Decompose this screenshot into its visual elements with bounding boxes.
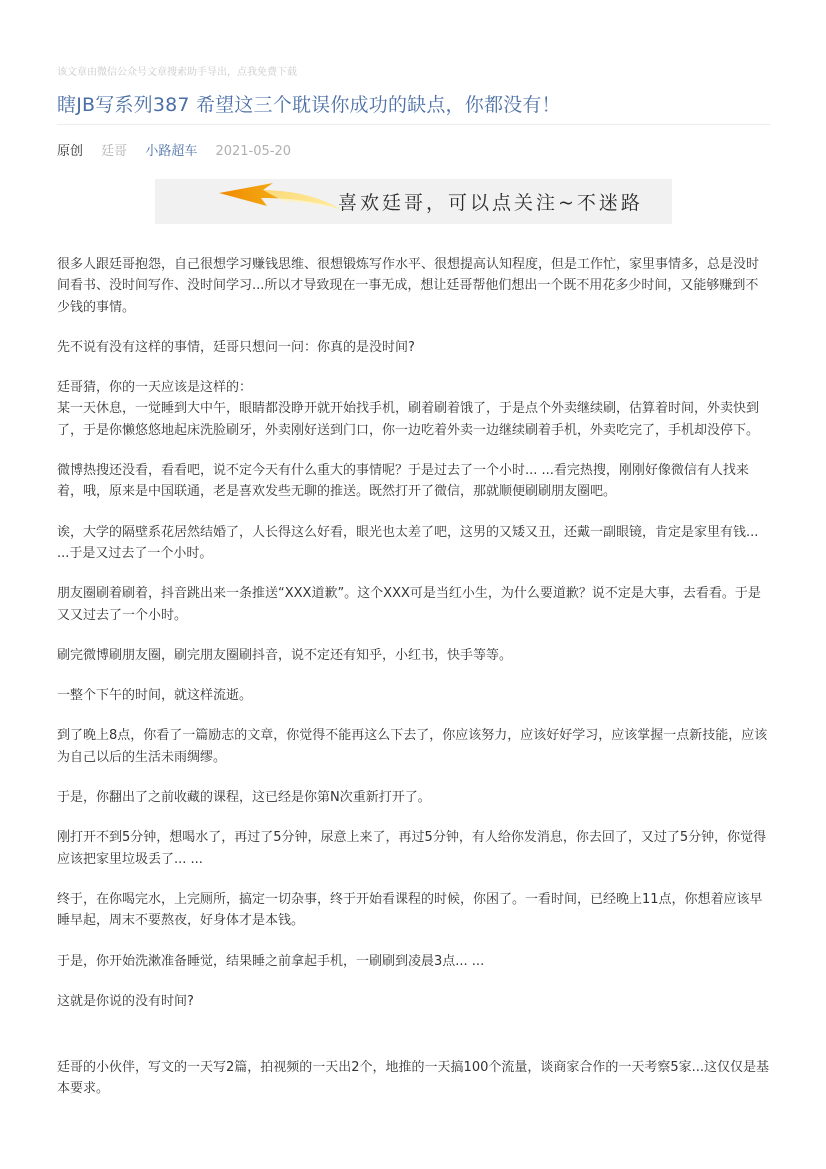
paragraph: 朋友圈刷着刷着，抖音跳出来一条推送“XXX道歉”。这个XXX可是当红小生，为什么要道歉？说不定是大事，去看看。于是又又过去了一个小时。: [57, 586, 761, 623]
account-name-link[interactable]: 小路超车: [145, 144, 198, 159]
paragraph: 刚打开不到5分钟，想喝水了，再过了5分钟，尿意上来了，再过5分钟，有人给你发消息，你去回了，又过了5分钟，你觉得应该把家里垃圾丢了... ...: [57, 830, 767, 867]
article-title: 瞎JB写系列387 希望这三个耽误你成功的缺点，你都没有！: [57, 94, 561, 116]
paragraph: 刷完微博刷朋友圈，刷完朋友圈刷抖音，说不定还有知乎，小红书，快手等等。: [57, 647, 513, 663]
paragraph: 一整个下午的时间，就这样流逝。: [57, 688, 253, 704]
article-body: [57, 254, 770, 1119]
paragraph: 终于，在你喝完水，上完厕所，搞定一切杂事，终于开始看课程的时候，你困了。一看时间，已经晚上11点，你想着应该早睡早起，周末不要熬夜，好身体才是本钱。: [57, 891, 763, 929]
title-divider: [57, 124, 770, 125]
export-notice-link[interactable]: 该文章由微信公众号文章搜索助手导出，点我免费下载: [57, 67, 297, 78]
paragraph: 于是，你开始洗漱准备睡觉，结果睡之前拿起手机，一刷刷到凌晨3点... ...: [57, 953, 485, 969]
paragraph: 这就是你说的没有时间?: [57, 993, 194, 1009]
paragraph: 先不说有没有这样的事情，廷哥只想问一问：你真的是没时间?: [57, 339, 415, 355]
paragraph: 微博热搜还没看，看看吧，说不定今天有什么重大的事情呢？于是过去了一个小时... ...看完热搜，刚刚好像微信有人找来着，哦，原来是中国联通，老是喜欢发些无聊的推送。既然打开了微信，那就顺便刷刷朋友圈吧。: [57, 463, 749, 500]
banner-text: 喜欢廷哥，可以点关注~不迷路: [338, 192, 643, 214]
paragraph: 到了晚上8点，你看了一篇励志的文章，你觉得不能再这么下去了，你应该努力，应该好好学习，应该掌握一点新技能，应该为自己以后的生活未雨绸缪。: [57, 728, 768, 765]
curved-arrow-icon: [155, 179, 355, 224]
paragraph: 廷哥的小伙伴，写文的一天写2篇，拍视频的一天出2个，地推的一天搞100个流量，谈商家合作的一天考察5家...这仅仅是基本要求。: [57, 1060, 770, 1097]
original-tag: 原创: [57, 144, 84, 159]
follow-banner: [155, 179, 672, 224]
paragraph: 很多人跟廷哥抱怨，自己很想学习赚钱思维、很想锻炼写作水平、很想提高认知程度，但是工作忙，家里事情多，总是没时间看书、没时间写作、没时间学习...所以才导致现在一事无成，想让廷哥帮他们想出一个既不用花多少时间，又能够赚到不少钱的事情。: [57, 257, 760, 315]
author-name: 廷哥: [101, 144, 128, 159]
paragraph: 廷哥猜，你的一天应该是这样的： 某一天休息，一觉睡到大中午，眼睛都没睁开就开始找手机，刷着刷着饿了，于是点个外卖继续刷，估算着时间，外卖快到了，于是你懒悠悠地起床洗脸刷牙，外卖刚好送到门口，你一边吃着外卖一边继续刷着手机，外卖吃完了，手机却没停下。: [57, 380, 760, 438]
paragraph: 诶，大学的隔壁系花居然结婚了，人长得这么好看，眼光也太差了吧，这男的又矮又丑，还戴一副眼镜，肯定是家里有钱... ...于是又过去了一个小时。: [57, 524, 759, 561]
publish-date: 2021-05-20: [215, 144, 292, 159]
paragraph: 于是，你翻出了之前收藏的课程，这已经是你第N次重新打开了。: [57, 790, 431, 806]
article-meta: [57, 140, 305, 159]
